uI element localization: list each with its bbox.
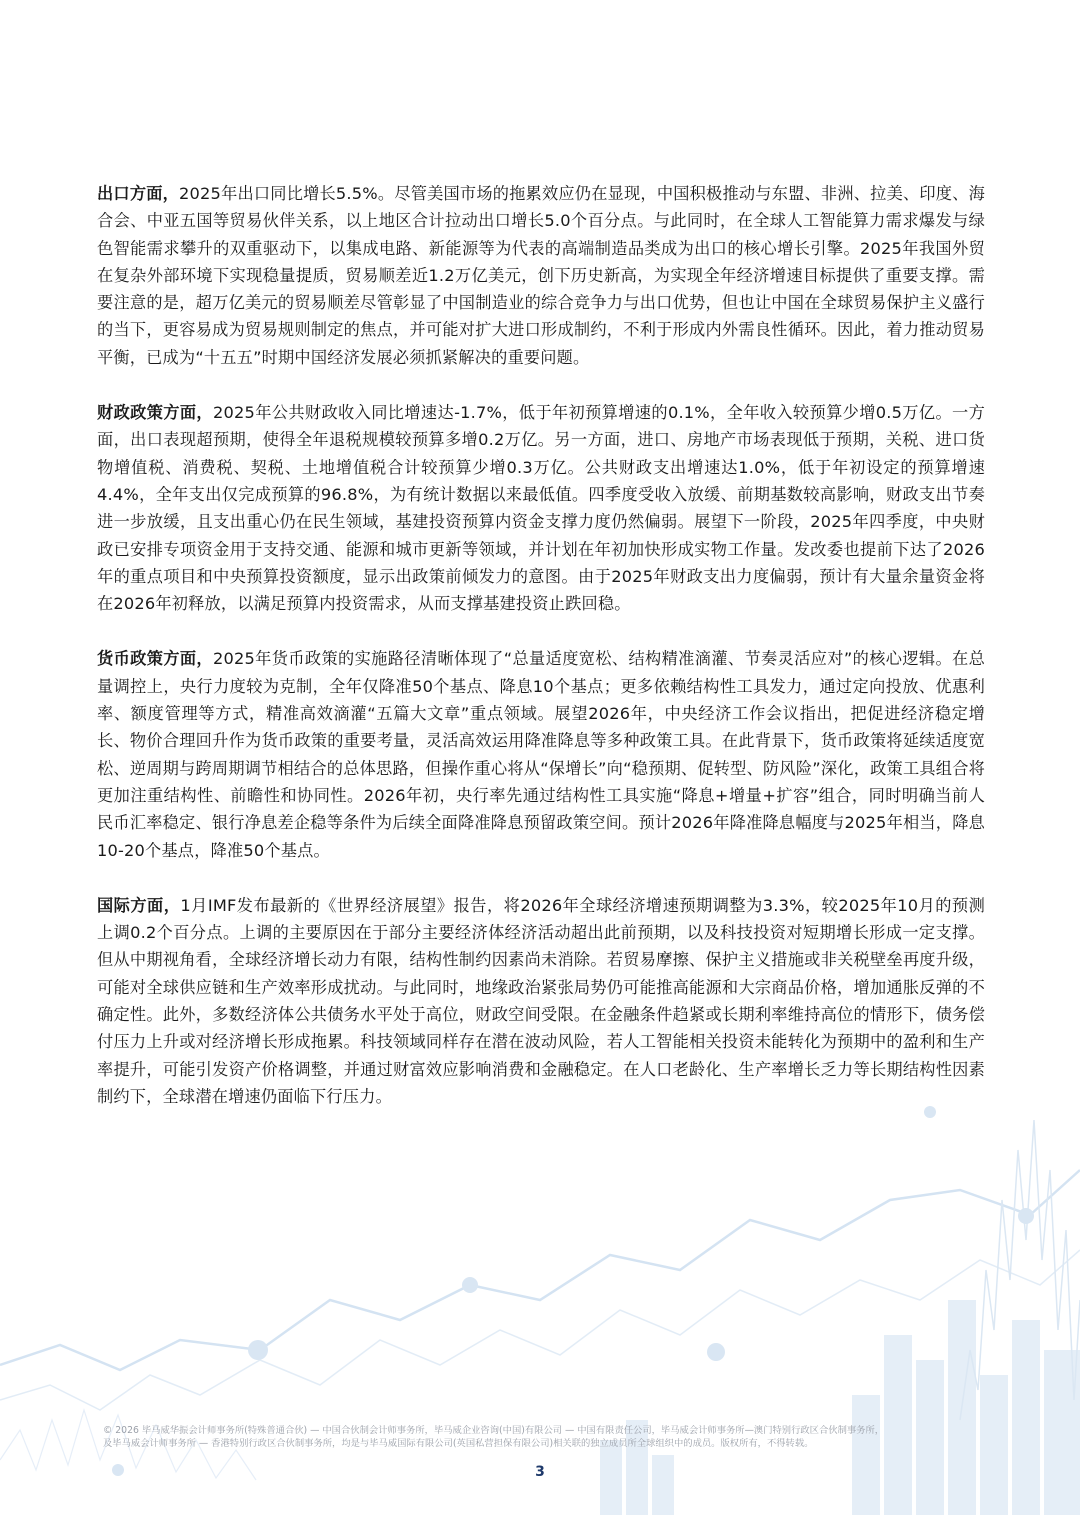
paragraph-lead: 国际方面， <box>97 895 181 915</box>
copyright-line-2: 及毕马威会计师事务所 — 香港特别行政区合伙制事务所，均是与毕马威国际有限公司(英国私营担保有限公司)相关联的独立成员所全球组织中的成员。版权所有，不得转载。 <box>103 1438 814 1449</box>
paragraph-body: 1月IMF发布最新的《世界经济展望》报告，将2026年全球经济增速预期调整为3.3%，较2025年10月的预测上调0.2个百分点。上调的主要原因在于部分主要经济体经济活动超出此前预期，以及科技投资对短期增长形成一定支撑。但从中期视角看，全球经济增长动力有限，结构性制约因素尚未消除。若贸易摩擦、保护主义措施或非关税壁垒再度升级，可能对全球供应链和生产效率形成扰动。与此同时，地缘政治紧张局势仍可能推高能源和大宗商品价格，增加通胀反弹的不确定性。此外，多数经济体公共债务水平处于高位，财政空间受限。在金融条件趋紧或长期利率维持高位的情形下，债务偿付压力上升或对经济增长形成拖累。科技领域同样存在潜在波动风险，若人工智能相关投资未能转化为预期中的盈利和生产率提升，可能引发资产价格调整，并通过财富效应影响消费和金融稳定。在人口老龄化、生产率增长乏力等长期结构性因素制约下，全球潜在增速仍面临下行压力。 <box>97 895 985 1106</box>
main-content <box>97 180 985 1138</box>
page-number: 3 <box>535 1464 545 1480</box>
paragraph-lead: 货币政策方面， <box>97 649 213 669</box>
paragraph-body: 2025年出口同比增长5.5%。尽管美国市场的拖累效应仍在显现，中国积极推动与东盟、非洲、拉美、印度、海合会、中亚五国等贸易伙伴关系，以上地区合计拉动出口增长5.0个百分点。与此同时，在全球人工智能算力需求爆发与绿色智能需求攀升的双重驱动下，以集成电路、新能源等为代表的高端制造品类成为出口的核心增长引擎。2025年我国外贸在复杂外部环境下实现稳量提质，贸易顺差近1.2万亿美元，创下历史新高，为实现全年经济增速目标提供了重要支撑。需要注意的是，超万亿美元的贸易顺差尽管彰显了中国制造业的综合竞争力与出口优势，但也让中国在全球贸易保护主义盛行的当下，更容易成为贸易规则制定的焦点，并可能对扩大进口形成制约，不利于形成内外需良性循环。因此，着力推动贸易平衡，已成为“十五五”时期中国经济发展必须抓紧解决的重要问题。 <box>97 184 985 367</box>
paragraph-fiscal-policy <box>97 399 985 617</box>
paragraph-body: 2025年货币政策的实施路径清晰体现了“总量适度宽松、结构精准滴灌、节奏灵活应对”的核心逻辑。在总量调控上，央行力度较为克制，全年仅降准50个基点、降息10个基点；更多依赖结构性工具发力，通过定向投放、优惠利率、额度管理等方式，精准高效滴灌“五篇大文章”重点领域。展望2026年，中央经济工作会议指出，把促进经济稳定增长、物价合理回升作为货币政策的重要考量，灵活高效运用降准降息等多种政策工具。在此背景下，货币政策将延续适度宽松、逆周期与跨周期调节相结合的总体思路，但操作重心将从“保增长”向“稳预期、促转型、防风险”深化，政策工具组合将更加注重结构性、前瞻性和协同性。2026年初，央行率先通过结构性工具实施“降息+增量+扩容”组合，同时明确当前人民币汇率稳定、银行净息差企稳等条件为后续全面降准降息预留政策空间。预计2026年降准降息幅度与2025年相当，降息10-20个基点，降准50个基点。 <box>97 649 986 860</box>
paragraph-exports <box>97 180 985 371</box>
paragraph-lead: 财政政策方面， <box>97 403 214 423</box>
paragraph-body: 2025年公共财政收入同比增速达-1.7%，低于年初预算增速的0.1%，全年收入较预算少增0.5万亿。一方面，出口表现超预期，使得全年退税规模较预算多增0.2万亿。另一方面，进口、房地产市场表现低于预期，关税、进口货物增值税、消费税、契税、土地增值税合计较预算少增0.3万亿。公共财政支出增速达1.0%，低于年初设定的预算增速4.4%，全年支出仅完成预算的96.8%，为有统计数据以来最低值。四季度受收入放缓、前期基数较高影响，财政支出节奏进一步放缓，且支出重心仍在民生领域，基建投资预算内资金支撑力度仍然偏弱。展望下一阶段，2025年四季度，中央财政已安排专项资金用于支持交通、能源和城市更新等领域，并计划在年初加快形成实物工作量。发改委也提前下达了2026年的重点项目和中央预算投资额度，显示出政策前倾发力的意图。由于2025年财政支出力度偏弱，预计有大量余量资金将在2026年初释放，以满足预算内投资需求，从而支撑基建投资止跌回稳。 <box>97 403 985 614</box>
paragraph-international <box>97 892 985 1110</box>
paragraph-monetary-policy <box>97 645 985 863</box>
paragraph-lead: 出口方面， <box>97 184 180 203</box>
copyright-line-1: © 2026 毕马威华振会计师事务所(特殊普通合伙) — 中国合伙制会计师事务所，毕马威企业咨询(中国)有限公司 — 中国有限责任公司，毕马威会计师事务所—澳门特别行政区合伙制事务所， <box>103 1425 885 1436</box>
copyright-footer <box>103 1424 983 1450</box>
